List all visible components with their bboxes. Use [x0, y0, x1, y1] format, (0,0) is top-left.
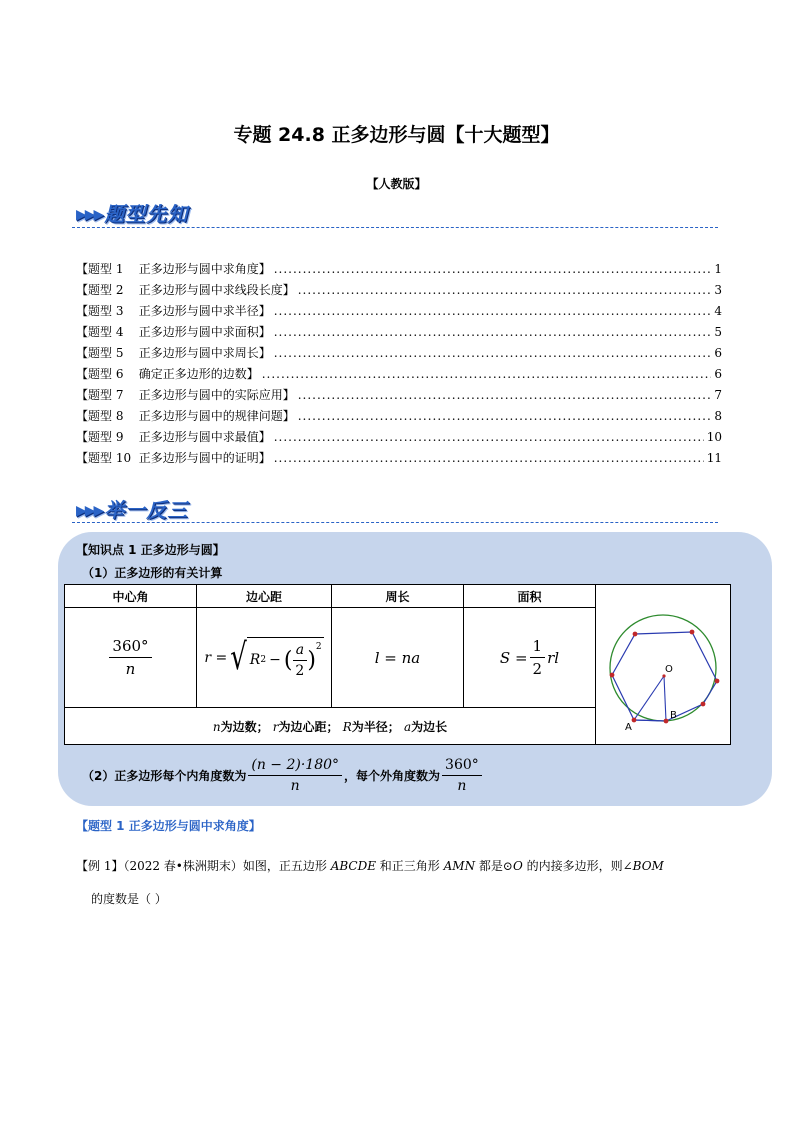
angle-formula-line: （2）正多边形每个内角度数为 $\frac{(n - 2)\cdot 180^\circ}{n}$ ，每个外角度数为 $\frac{360^\circ}{n}$ [82, 757, 484, 794]
toc-item[interactable] [76, 364, 722, 385]
table-of-contents [76, 259, 722, 469]
type1-heading: 【题型 1 正多边形与圆中求角度】 [76, 819, 261, 833]
toc-item[interactable] [76, 301, 722, 322]
inscribed-polygon-figure [599, 588, 727, 738]
toc-item[interactable] [76, 280, 722, 301]
header-central-angle: 中心角 [65, 585, 197, 608]
example-1-continued: 的度数是（ ） [91, 892, 167, 906]
variable-legend: n为边数； r为边心距； R为半径； a为边长 [65, 708, 596, 745]
knowledge-title: 【知识点 1 正多边形与圆】 [76, 543, 225, 557]
toc-item[interactable] [76, 259, 722, 280]
triple-arrow-icon: ▶▶▶ [76, 207, 103, 223]
vertex-dot [664, 718, 669, 723]
toc-item-label: 【题型 3 正多边形与圆中求半径】 [76, 304, 271, 318]
apothem-OB [664, 676, 666, 721]
vertex-dot [715, 678, 720, 683]
vertex-dot [633, 631, 638, 636]
header-area: 面积 [464, 585, 596, 608]
toc-page-number: 10 [706, 430, 722, 444]
toc-item[interactable] [76, 427, 722, 448]
toc-item[interactable] [76, 385, 722, 406]
banner-practice: ▶▶▶ 举一反三 [76, 498, 189, 522]
divider [72, 227, 718, 228]
toc-page-number: 3 [714, 283, 722, 297]
vertex-dot [701, 701, 706, 706]
toc-leader-dots [298, 385, 712, 406]
vertex-dot [610, 672, 615, 677]
perimeter-formula: l = na [332, 608, 464, 708]
central-angle-formula: $\frac{360^\circ}{n}$ [65, 608, 197, 708]
page-title: 专题 24.8 正多边形与圆【十大题型】 [233, 124, 560, 146]
toc-leader-dots [274, 427, 704, 448]
toc-item-label: 【题型 8 正多边形与圆中的规律问题】 [76, 409, 295, 423]
example-1: 【例 1】（2022 春•株洲期末）如图，正五边形 ABCDE 和正三角形 AMN 都是⊙O 的内接多边形，则∠BOM [76, 859, 664, 873]
radius-OA [634, 676, 664, 720]
toc-page-number: 6 [714, 346, 722, 360]
toc-item-label: 【题型 7 正多边形与圆中的实际应用】 [76, 388, 295, 402]
figure-cell [596, 585, 731, 745]
triple-arrow-icon: ▶▶▶ [76, 503, 103, 519]
toc-leader-dots [274, 448, 704, 469]
toc-item-label: 【题型 9 正多边形与圆中求最值】 [76, 430, 271, 444]
apothem-formula: r = √ R 2 − ( $\frac{a}{2}$ ) $^2$ [197, 608, 332, 708]
toc-item-label: 【题型 4 正多边形与圆中求面积】 [76, 325, 271, 339]
toc-leader-dots [274, 301, 712, 322]
toc-page-number: 4 [714, 304, 722, 318]
toc-leader-dots [274, 343, 712, 364]
toc-item-label: 【题型 6 确定正多边形的边数】 [76, 367, 259, 381]
toc-page-number: 6 [714, 367, 722, 381]
toc-leader-dots [262, 364, 712, 385]
toc-leader-dots [298, 280, 712, 301]
label-B: B [670, 709, 677, 721]
divider [72, 522, 718, 523]
header-apothem: 边心距 [197, 585, 332, 608]
edition-label: 【人教版】 [366, 177, 427, 191]
banner-preview: ▶▶▶ 题型先知 [76, 202, 189, 226]
toc-item-label: 【题型 1 正多边形与圆中求角度】 [76, 262, 271, 276]
radical-sign: √ [230, 636, 247, 679]
toc-item-label: 【题型 2 正多边形与圆中求线段长度】 [76, 283, 295, 297]
vertex-dot [690, 629, 695, 634]
toc-page-number: 1 [714, 262, 722, 276]
toc-item[interactable] [76, 406, 722, 427]
formula-table [64, 584, 731, 745]
area-formula: S = $\frac{1}{2}$ rl [464, 608, 596, 708]
label-O: O [665, 663, 673, 675]
vertex-dot [632, 717, 637, 722]
toc-item[interactable] [76, 322, 722, 343]
toc-leader-dots [274, 259, 712, 280]
toc-item[interactable] [76, 343, 722, 364]
toc-page-number: 11 [706, 451, 722, 465]
toc-page-number: 5 [714, 325, 722, 339]
toc-item-label: 【题型 5 正多边形与圆中求周长】 [76, 346, 271, 360]
toc-leader-dots [298, 406, 712, 427]
label-A: A [625, 721, 632, 733]
toc-leader-dots [274, 322, 712, 343]
toc-item[interactable] [76, 448, 722, 469]
toc-item-label: 【题型 10 正多边形与圆中的证明】 [76, 451, 271, 465]
knowledge-subtitle: （1）正多边形的有关计算 [82, 566, 223, 580]
toc-page-number: 7 [714, 388, 722, 402]
header-perimeter: 周长 [332, 585, 464, 608]
half-side-AB [634, 720, 666, 721]
toc-page-number: 8 [714, 409, 722, 423]
